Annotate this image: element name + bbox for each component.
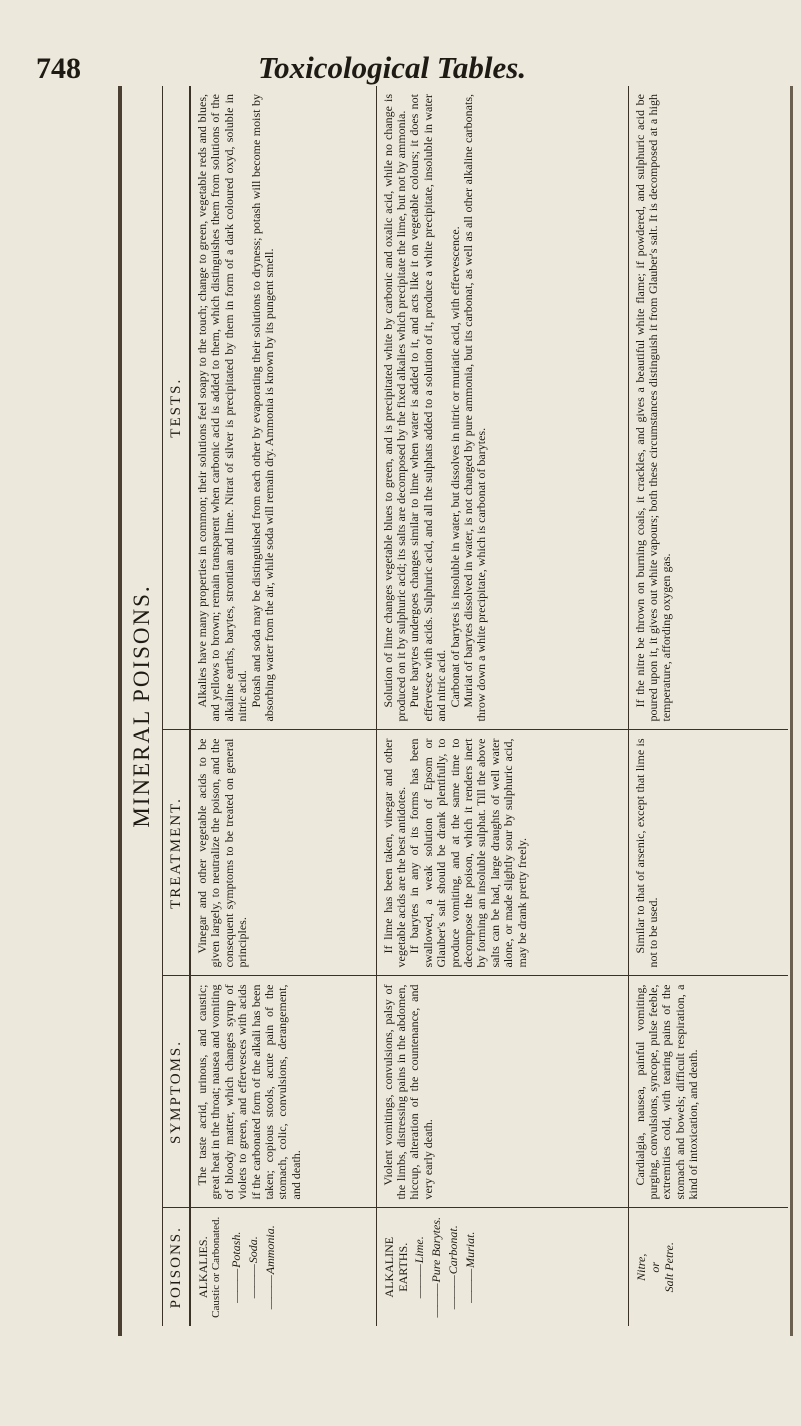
running-title: Toxicological Tables. — [258, 50, 527, 85]
header-row — [163, 86, 191, 1326]
treatment-text: If lime has been taken, vinegar and other vegetable acids are the best antidotes. — [380, 738, 408, 968]
page-header — [0, 0, 801, 90]
table-row-alkaline-earths — [376, 86, 628, 1326]
table-title: MINERAL POISONS. — [129, 584, 154, 828]
symptoms-cell — [628, 976, 788, 1208]
poison-item: ——— Lime. — [412, 1217, 427, 1319]
poison-name: or — [647, 1261, 662, 1273]
treatment-text: If barytes in any of its forms has been swallowed, a weak solution of Epsom or Glauber's salt should be drank plentifully, to produce vomiting, and at the same time to decompose the poison, which it renders inert by forming an insoluble sulphat. Till the above salts can be had, large draughts of well water alone, or made slightly sour by sulphuric acid, may be drank pretty freely. — [407, 738, 529, 968]
column-header-poisons: POISONS. — [163, 1208, 191, 1326]
tests-text: Pure barytes undergoes changes similar to lime when water is added to it, and acts like it on vegetable colours; it does not effervesce with acids. Sulphuric acid, and all the sulphats added to a solution of it, produce a white precipitate, insoluble in water and nitric acid. — [407, 94, 449, 722]
tests-text: Alkalies have many properties in common; their solutions feel soapy to the touch; change to green, vegetable reds and blues, and yellows to brown; remain transparent when carbonic acid is added to them, which distinguishes them from solutions of the alkaline earths, barytes, strontian and lime. Nitrat of silver is precipitated by them in form of a dark coloured oxyd, soluble in nitric acid. — [195, 94, 250, 722]
poison-subtitle: Caustic or Carbonated. — [210, 1216, 222, 1318]
poison-cell — [628, 1208, 788, 1326]
symptoms-text: The taste acrid, urinous, and caustic; great heat in the throat; nausea and vomiting of bloody matter, which changes syrup of violets to green, and effervesces with acids if the carbonated form of the alkali has been taken; copious stools, acute pain of the stomach, colic, convulsions, derangement, and death. — [195, 984, 303, 1200]
symptoms-text: Violent vomitings, convulsions, palsy of the limbs, distressing pains in the abdomen, hiccup, alteration of the countenance, and very early death. — [380, 984, 435, 1200]
page-edge-rule — [790, 86, 793, 1336]
column-header-treatment: TREATMENT. — [163, 730, 191, 976]
poison-item: ——— Carbonat. — [446, 1217, 461, 1319]
page-number: 748 — [36, 52, 81, 85]
treatment-text: Vinegar and other vegetable acids to be given largely, to neutralize the poison, and the consequent symptoms to be treated on general principles. — [195, 738, 250, 968]
symptoms-text: Cardialgia, nausea, painful vomiting, purging, convulsions, syncope, pulse feeble, extremities cold, with tearing pains of the stomach and bowels; difficult respiration, a kind of intoxication, and death. — [632, 984, 701, 1200]
treatment-cell — [376, 730, 628, 976]
tests-text: Carbonat of barytes is insoluble in water, but dissolves in nitric or muriatic acid, with effervescence. — [447, 226, 462, 708]
tests-cell — [190, 86, 376, 730]
column-header-symptoms: SYMPTOMS. — [163, 976, 191, 1208]
poison-cell — [190, 1208, 376, 1326]
poison-name: ALKALIES. — [196, 1236, 210, 1299]
column-header-tests: TESTS. — [163, 86, 191, 730]
table-row-nitre — [628, 86, 788, 1326]
poison-cell — [376, 1208, 628, 1326]
treatment-text: Similar to that of arsenic, except that lime is not to be used. — [632, 738, 660, 968]
tests-text: Solution of lime changes vegetable blues to green, and is precipitated white by carbonic and oxalic acid, while no change is produced on it by sulphuric acid; its salts are decomposed by the fixed alkalies which precipitate the lime, but not by ammonia. — [380, 94, 408, 722]
poison-item: ——— Pure Barytes. — [429, 1217, 444, 1319]
poison-item: ——— Soda. — [246, 1217, 261, 1319]
tests-text: Muriat of barytes dissolved in water, is not changed by pure ammonia, but its carbonat, as well as all other alkaline carbonats, throw down a white precipitate, which is carbonat of barytes. — [460, 94, 489, 722]
treatment-cell — [190, 730, 376, 976]
tests-cell — [376, 86, 628, 730]
rotated-table — [122, 86, 788, 1326]
tests-text: Potash and soda may be distinguished from each other by evaporating their solutions to dryness; potash will become moist by absorbing water from the air, while soda will remain dry. Ammonia is known by its pungent smell. — [248, 94, 277, 722]
tests-cell — [628, 86, 788, 730]
table-row-alkalies — [190, 86, 376, 1326]
poison-item: ——— Muriat. — [463, 1217, 478, 1319]
symptoms-cell — [190, 976, 376, 1208]
poison-name: Nitre, — [633, 1253, 648, 1281]
tests-text: If the nitre be thrown on burning coals, it crackles, and gives a beautiful white flame; if powdered, and sulphuric acid be poured upon it, it gives out white vapours; both these circumstances distinguish it from Glauber's salt. It is decomposed at a high temperature, affording oxygen gas. — [632, 94, 674, 722]
toxicological-table — [162, 86, 788, 1326]
poison-name: Salt Petre. — [661, 1242, 676, 1293]
treatment-cell — [628, 730, 788, 976]
poison-name: ALKALINE EARTHS. — [381, 1236, 410, 1298]
poison-item: ——— Ammonia. — [263, 1217, 278, 1319]
poison-item: ——— Potash. — [229, 1217, 244, 1319]
symptoms-cell — [376, 976, 628, 1208]
